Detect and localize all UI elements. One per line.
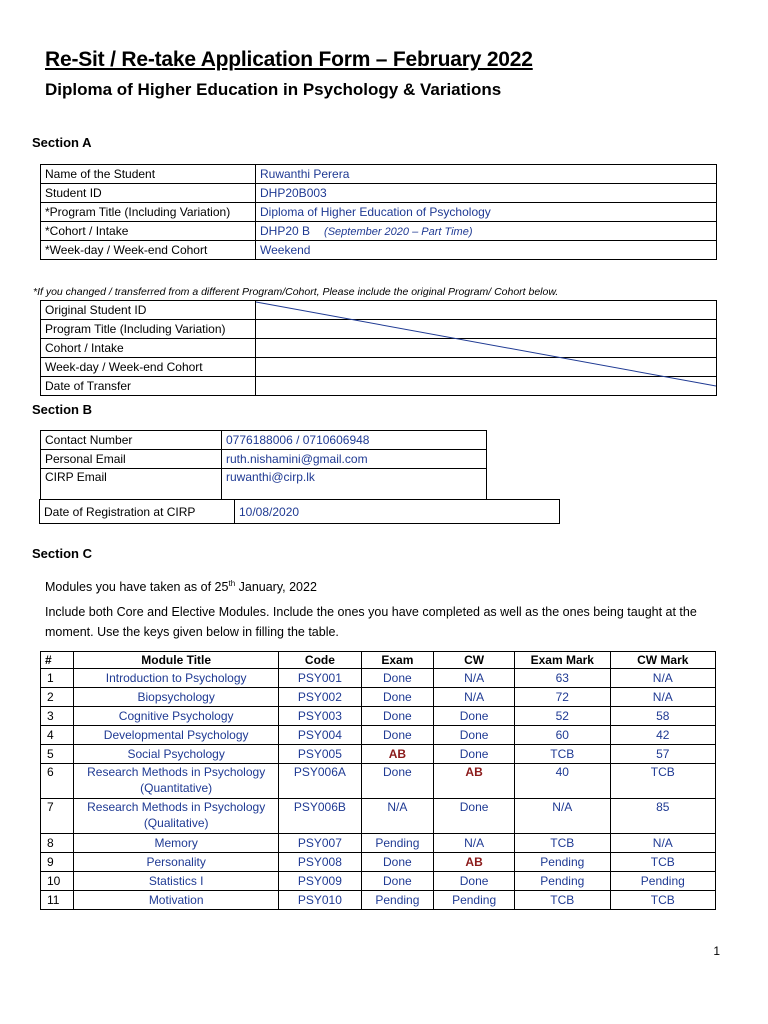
contact-value[interactable]: ruwanthi@cirp.lk xyxy=(222,469,487,500)
transfer-label: Date of Transfer xyxy=(41,377,256,396)
contact-value[interactable]: 0776188006 / 0710606948 xyxy=(222,431,487,450)
module-row xyxy=(41,891,716,910)
module-cw: Pending xyxy=(434,891,515,910)
module-row xyxy=(41,726,716,745)
field-value-text: DHP20 B xyxy=(260,223,311,238)
module-cw-mark: TCB xyxy=(610,764,715,799)
module-exam: Pending xyxy=(361,834,434,853)
module-cw: Done xyxy=(434,745,515,764)
contact-label: CIRP Email xyxy=(41,469,222,500)
contact-label: Contact Number xyxy=(41,431,222,450)
module-exam-mark: 40 xyxy=(515,764,611,799)
module-exam: Done xyxy=(361,726,434,745)
intro-text-end: January, 2022 xyxy=(235,580,317,595)
module-cw: AB xyxy=(434,853,515,872)
module-exam: Done xyxy=(361,707,434,726)
module-row xyxy=(41,764,716,799)
modules-intro xyxy=(45,574,715,597)
modules-instructions: Include both Core and Elective Modules. Include the ones you have completed as well as the ones being taught at the moment. Use the keys given below in filling the table. xyxy=(45,605,697,639)
module-cw-mark: TCB xyxy=(610,891,715,910)
module-title: Developmental Psychology xyxy=(74,726,279,745)
registration-table xyxy=(39,499,560,524)
transfer-label: Program Title (Including Variation) xyxy=(41,320,256,339)
module-exam: Done xyxy=(361,764,434,799)
section-b-table xyxy=(40,430,487,500)
module-cw: Done xyxy=(434,799,515,834)
field-label: Student ID xyxy=(41,184,256,203)
contact-value[interactable]: ruth.nishamini@gmail.com xyxy=(222,450,487,469)
module-row xyxy=(41,799,716,834)
module-n: 9 xyxy=(41,853,74,872)
module-title xyxy=(74,799,279,834)
module-cw: Done xyxy=(434,707,515,726)
module-exam-mark: 72 xyxy=(515,688,611,707)
field-value-text: Weekend xyxy=(260,243,311,257)
module-exam: Done xyxy=(361,688,434,707)
transfer-label: Original Student ID xyxy=(41,301,256,320)
field-value-note: (September 2020 – Part Time) xyxy=(324,225,473,238)
module-exam-mark: TCB xyxy=(515,891,611,910)
module-cw: AB xyxy=(434,764,515,799)
module-cw-mark: TCB xyxy=(610,853,715,872)
field-value-text: Diploma of Higher Education of Psychology xyxy=(260,205,491,219)
column-header: CW xyxy=(434,652,515,669)
module-n: 10 xyxy=(41,872,74,891)
module-exam: Pending xyxy=(361,891,434,910)
intro-sup: th xyxy=(228,579,236,588)
module-n: 2 xyxy=(41,688,74,707)
module-title: Memory xyxy=(74,834,279,853)
module-title: Biopsychology xyxy=(74,688,279,707)
module-n: 3 xyxy=(41,707,74,726)
module-n: 6 xyxy=(41,764,74,799)
module-title: Statistics I xyxy=(74,872,279,891)
module-code: PSY010 xyxy=(279,891,361,910)
module-cw: Done xyxy=(434,872,515,891)
module-cw-mark: Pending xyxy=(610,872,715,891)
field-label: Name of the Student xyxy=(41,165,256,184)
module-code: PSY002 xyxy=(279,688,361,707)
module-n: 11 xyxy=(41,891,74,910)
module-title-variant: (Quantitative) xyxy=(140,781,213,795)
modules-table xyxy=(40,651,716,910)
module-code: PSY006B xyxy=(279,799,361,834)
module-code: PSY007 xyxy=(279,834,361,853)
module-exam-mark: 63 xyxy=(515,669,611,688)
transfer-label: Week-day / Week-end Cohort xyxy=(41,358,256,377)
module-row xyxy=(41,669,716,688)
module-title-line: Research Methods in Psychology xyxy=(87,800,266,814)
column-header: Exam xyxy=(361,652,434,669)
module-exam-mark: TCB xyxy=(515,745,611,764)
module-title-line: Research Methods in Psychology xyxy=(87,765,266,779)
module-code: PSY009 xyxy=(279,872,361,891)
module-n: 8 xyxy=(41,834,74,853)
page-title: Re-Sit / Re-take Application Form – February 2022 xyxy=(45,48,533,71)
module-row xyxy=(41,707,716,726)
contact-label: Personal Email xyxy=(41,450,222,469)
module-cw: N/A xyxy=(434,688,515,707)
module-title: Cognitive Psychology xyxy=(74,707,279,726)
module-n: 7 xyxy=(41,799,74,834)
module-exam: Done xyxy=(361,872,434,891)
module-code: PSY001 xyxy=(279,669,361,688)
column-header: Exam Mark xyxy=(515,652,611,669)
transfer-note: *If you changed / transferred from a different Program/Cohort, Please include the original Program/ Cohort below. xyxy=(33,286,559,298)
module-cw-mark: 58 xyxy=(610,707,715,726)
module-cw: N/A xyxy=(434,834,515,853)
module-code: PSY003 xyxy=(279,707,361,726)
module-title xyxy=(74,764,279,799)
module-cw-mark: 42 xyxy=(610,726,715,745)
module-cw: Done xyxy=(434,726,515,745)
module-cw-mark: N/A xyxy=(610,834,715,853)
module-title: Social Psychology xyxy=(74,745,279,764)
module-n: 4 xyxy=(41,726,74,745)
module-code: PSY005 xyxy=(279,745,361,764)
module-exam-mark: Pending xyxy=(515,872,611,891)
module-row xyxy=(41,688,716,707)
module-cw: N/A xyxy=(434,669,515,688)
module-n: 5 xyxy=(41,745,74,764)
module-exam: AB xyxy=(361,745,434,764)
module-exam-mark: N/A xyxy=(515,799,611,834)
contact-row xyxy=(41,450,487,469)
module-title-variant: (Qualitative) xyxy=(143,816,209,830)
module-cw-mark: 57 xyxy=(610,745,715,764)
section-a-label: Section A xyxy=(32,135,92,150)
module-n: 1 xyxy=(41,669,74,688)
section-b-label: Section B xyxy=(32,402,92,417)
module-title: Introduction to Psychology xyxy=(74,669,279,688)
module-exam: Done xyxy=(361,853,434,872)
column-header: CW Mark xyxy=(610,652,715,669)
transfer-label: Cohort / Intake xyxy=(41,339,256,358)
field-label: *Cohort / Intake xyxy=(41,222,256,241)
module-title: Motivation xyxy=(74,891,279,910)
column-header: Code xyxy=(279,652,361,669)
module-exam-mark: Pending xyxy=(515,853,611,872)
field-label: *Week-day / Week-end Cohort xyxy=(41,241,256,260)
column-header: Module Title xyxy=(74,652,279,669)
field-label: *Program Title (Including Variation) xyxy=(41,203,256,222)
module-code: PSY006A xyxy=(279,764,361,799)
column-header: # xyxy=(41,652,74,669)
module-cw-mark: N/A xyxy=(610,688,715,707)
module-row xyxy=(41,745,716,764)
page-number: 1 xyxy=(713,944,720,958)
page-subtitle: Diploma of Higher Education in Psychology & Variations xyxy=(45,80,502,99)
module-row xyxy=(41,872,716,891)
module-exam-mark: TCB xyxy=(515,834,611,853)
module-cw-mark: N/A xyxy=(610,669,715,688)
module-code: PSY008 xyxy=(279,853,361,872)
section-c-label: Section C xyxy=(32,546,92,561)
module-title: Personality xyxy=(74,853,279,872)
field-value-text: Ruwanthi Perera xyxy=(260,167,350,181)
module-exam-mark: 60 xyxy=(515,726,611,745)
contact-row xyxy=(41,431,487,450)
module-cw-mark: 85 xyxy=(610,799,715,834)
field-value-text: DHP20B003 xyxy=(260,186,327,200)
module-code: PSY004 xyxy=(279,726,361,745)
intro-text: Modules you have taken as of 25 xyxy=(45,580,229,595)
module-exam: N/A xyxy=(361,799,434,834)
registration-value[interactable]: 10/08/2020 xyxy=(235,500,560,524)
module-exam: Done xyxy=(361,669,434,688)
contact-row xyxy=(41,469,487,500)
module-row xyxy=(41,853,716,872)
registration-label: Date of Registration at CIRP xyxy=(40,500,235,524)
module-row xyxy=(41,834,716,853)
module-exam-mark: 52 xyxy=(515,707,611,726)
